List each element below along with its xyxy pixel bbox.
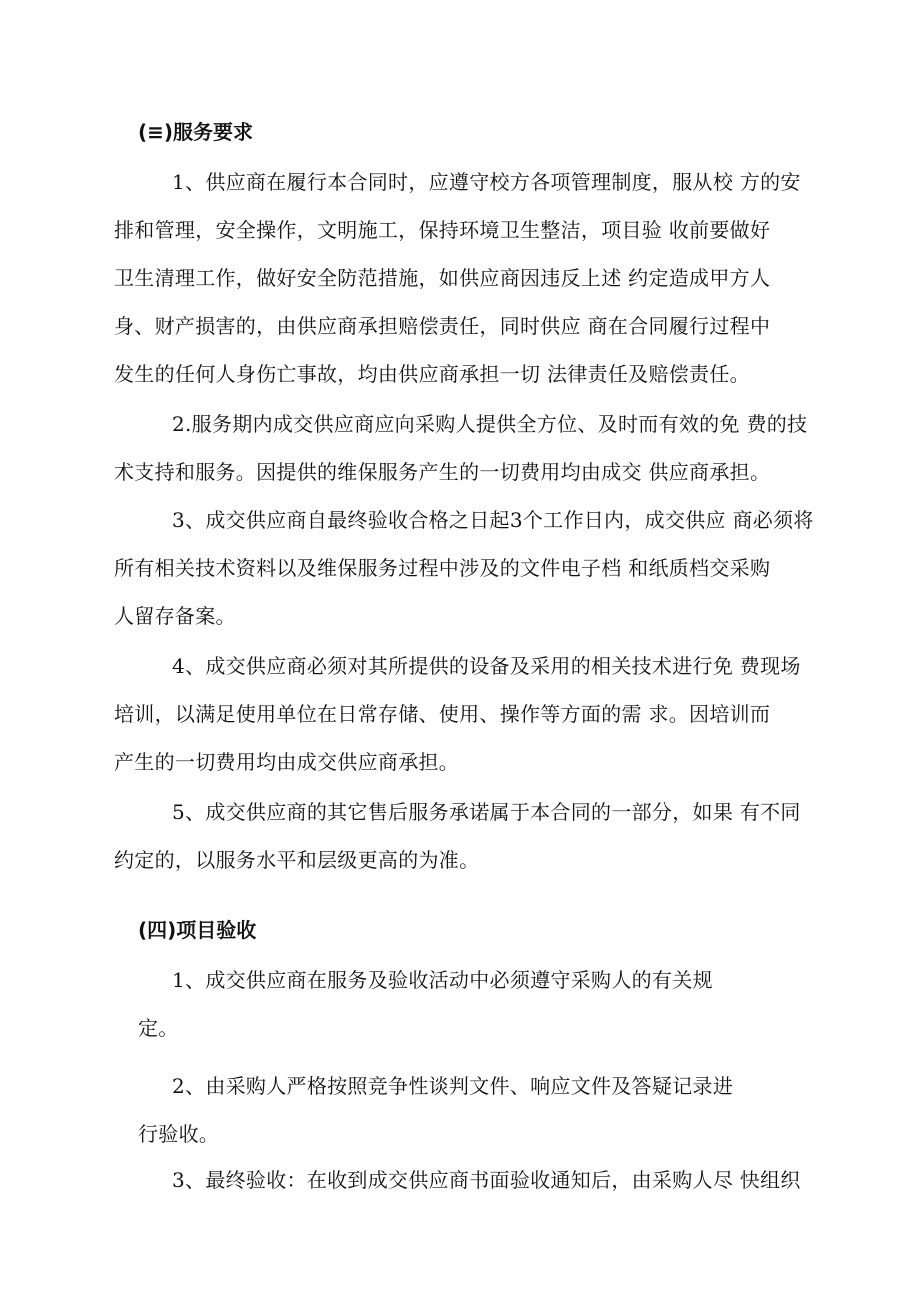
paragraph-service-5 xyxy=(114,788,804,884)
text-line: 5、成交供应商的其它售后服务承诺属于本合同的一部分，如果 有不同 xyxy=(172,800,801,824)
text-line: 排和管理，安全操作，文明施工，保持环境卫生整洁，项目验 收前要做好 xyxy=(114,218,771,242)
paragraph-acceptance-2 xyxy=(114,1062,804,1158)
section-heading-project-acceptance: (四)项目验收 xyxy=(138,918,257,942)
section-heading-service-requirements: (≡)服务要求 xyxy=(138,120,254,144)
text-line: 行验收。 xyxy=(138,1122,220,1146)
text-line: 所有相关技术资料以及维保服务过程中涉及的文件电子档 和纸质档交采购 xyxy=(114,556,771,580)
text-line: 产生的一切费用均由成交供应商承担。 xyxy=(114,750,460,774)
text-line: 卫生清理工作，做好安全防范措施，如供应商因违反上述 约定造成甲方人 xyxy=(114,266,771,290)
text-line: 3、成交供应商自最终验收合格之日起3个工作日内，成交供应 商必须将 xyxy=(172,508,814,532)
text-line: 2.服务期内成交供应商应向采购人提供全方位、及时而有效的免 费的技 xyxy=(172,412,808,436)
paragraph-service-3 xyxy=(114,496,814,640)
paragraph-service-1 xyxy=(114,158,804,398)
text-line: 3、最终验收：在收到成交供应商书面验收通知后，由采购人尽 快组织 xyxy=(172,1168,801,1192)
paragraph-service-4 xyxy=(114,642,804,786)
text-line: 人留存备案。 xyxy=(114,604,236,628)
text-line: 2、由采购人严格按照竞争性谈判文件、响应文件及答疑记录进 xyxy=(172,1074,734,1098)
text-line: 术支持和服务。因提供的维保服务产生的一切费用均由成交 供应商承担。 xyxy=(114,460,771,484)
text-line: 定。 xyxy=(138,1016,179,1040)
text-line: 培训，以满足使用单位在日常存储、使用、操作等方面的需 求。因培训而 xyxy=(114,702,771,726)
text-line: 发生的任何人身伤亡事故，均由供应商承担一切 法律责任及赔偿责任。 xyxy=(114,362,750,386)
text-line: 1、供应商在履行本合同时，应遵守校方各项管理制度，服从校 方的安 xyxy=(172,170,801,194)
paragraph-service-2 xyxy=(114,400,808,496)
text-line: 约定的，以服务水平和层级更高的为准。 xyxy=(114,848,480,872)
text-line: 4、成交供应商必须对其所提供的设备及采用的相关技术进行免 费现场 xyxy=(172,654,801,678)
paragraph-acceptance-3 xyxy=(114,1156,804,1204)
paragraph-acceptance-1 xyxy=(114,956,804,1052)
text-line: 1、成交供应商在服务及验收活动中必须遵守采购人的有关规 xyxy=(172,968,713,992)
text-line: 身、财产损害的，由供应商承担赔偿责任，同时供应 商在合同履行过程中 xyxy=(114,314,771,338)
